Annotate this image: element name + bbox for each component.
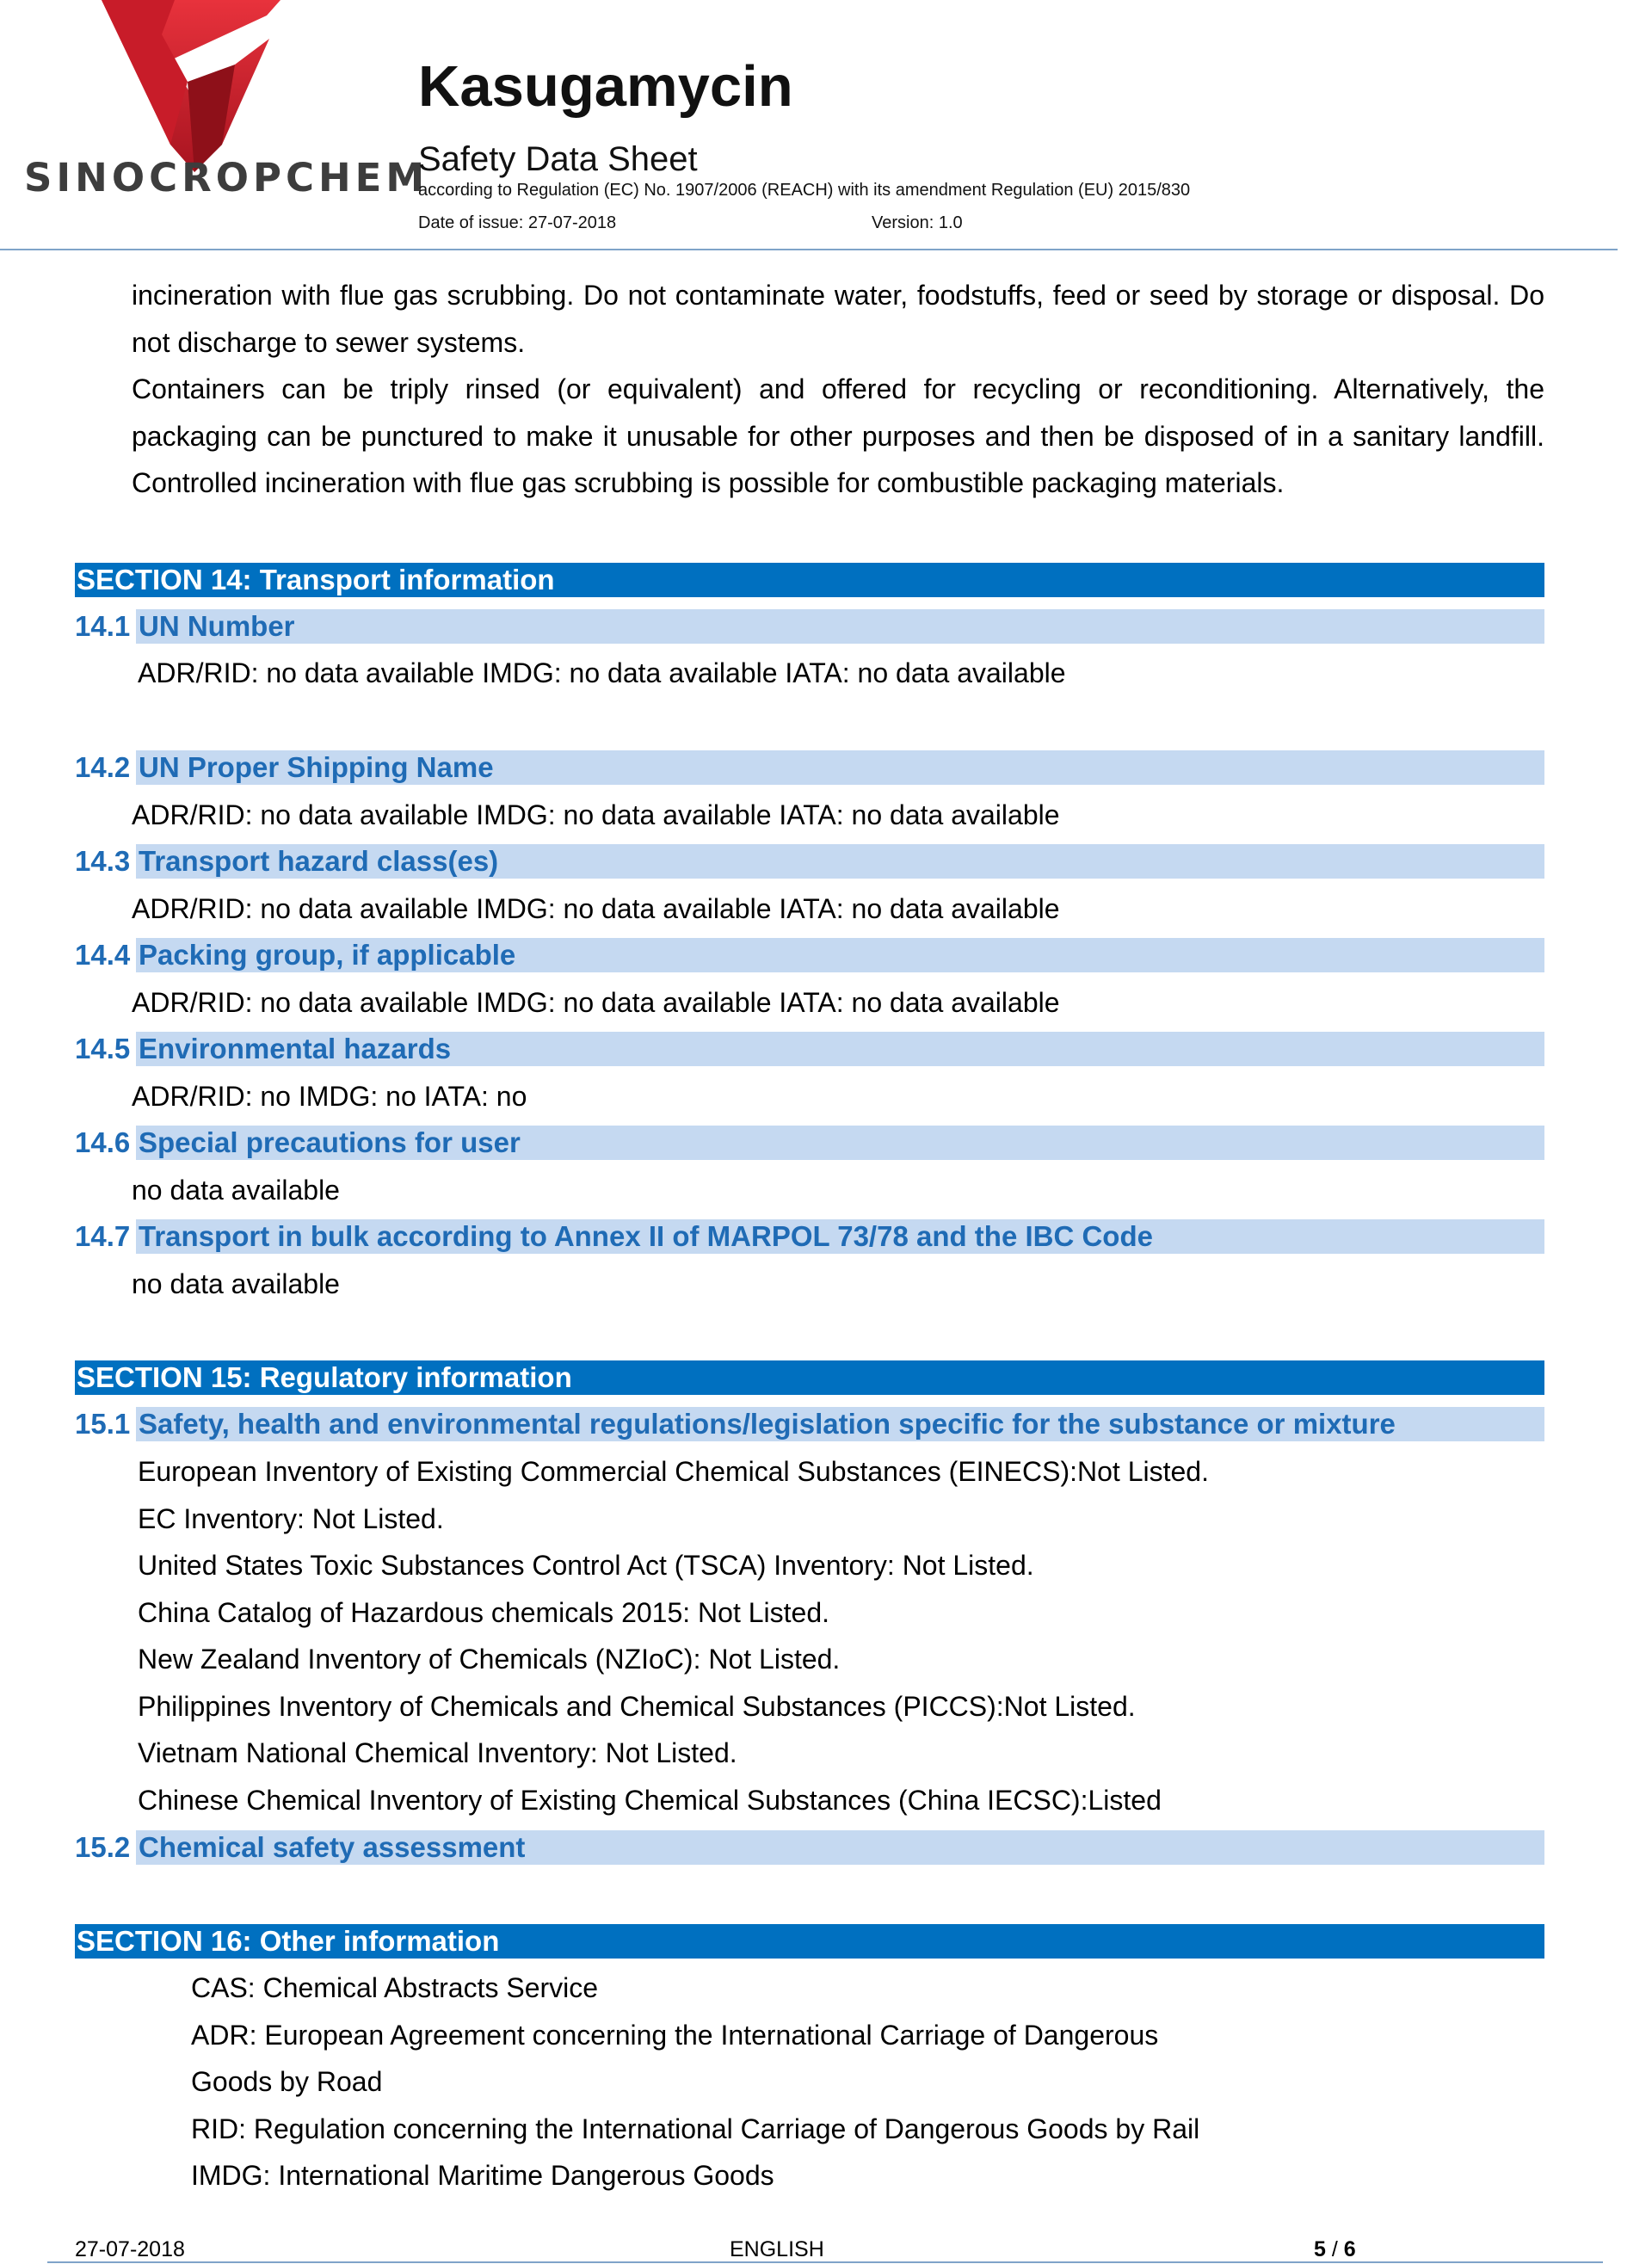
total-pages: 6 [1343,2237,1356,2261]
page-separator: / [1331,2237,1338,2261]
disposal-paragraph-1: incineration with flue gas scrubbing. Do not contaminate water, foodstuffs, feed or seed by storage or disposal. Do not discharge to sewer systems. [132,280,1544,358]
section-14-heading: SECTION 14: Transport information [75,563,1544,597]
subsection-14-1-title: UN Number [136,609,1544,644]
regulatory-line: New Zealand Inventory of Chemicals (NZIoC): Not Listed. [138,1644,841,1675]
subsection-15-1-title: Safety, health and environmental regulations/legislation specific for the substance or mixture [136,1407,1544,1441]
subsection-14-7-title: Transport in bulk according to Annex II of MARPOL 73/78 and the IBC Code [136,1219,1544,1254]
subsection-14-5-text: ADR/RID: no IMDG: no IATA: no [132,1081,527,1112]
section-16-heading: SECTION 16: Other information [75,1924,1544,1959]
regulatory-line: United States Toxic Substances Control Act (TSCA) Inventory: Not Listed. [138,1550,1034,1581]
disposal-text [132,272,1544,507]
abbreviation-line: RID: Regulation concerning the International Carriage of Dangerous Goods by Rail [191,2113,1200,2144]
subsection-14-2-title: UN Proper Shipping Name [136,750,1544,785]
subsection-14-6-text: no data available [132,1175,340,1206]
subsection-14-6-number: 14.6 [75,1126,131,1158]
regulatory-line: European Inventory of Existing Commercial Chemical Substances (EINECS):Not Listed. [138,1456,1209,1487]
abbreviation-line: Goods by Road [191,2066,383,2097]
regulatory-line: EC Inventory: Not Listed. [138,1503,444,1534]
version: Version: 1.0 [872,213,963,232]
subsection-14-4-text: ADR/RID: no data available IMDG: no data available IATA: no data available [132,987,1060,1018]
subsection-14-4-title: Packing group, if applicable [136,938,1544,972]
subsection-14-1-text: ADR/RID: no data available IMDG: no data available IATA: no data available [138,657,1066,688]
regulatory-line: Chinese Chemical Inventory of Existing Chemical Substances (China IECSC):Listed [138,1785,1162,1816]
footer-language: ENGLISH [730,2237,824,2261]
subsection-14-3-title: Transport hazard class(es) [136,844,1544,879]
subsection-15-2-number: 15.2 [75,1831,131,1863]
current-page: 5 [1314,2237,1326,2261]
subsection-14-4-number: 14.4 [75,939,131,971]
subsection-14-6-title: Special precautions for user [136,1126,1544,1160]
subsection-14-7-number: 14.7 [75,1220,131,1252]
document-subtitle: Safety Data Sheet [418,140,698,178]
regulation-note: according to Regulation (EC) No. 1907/2006 (REACH) with its amendment Regulation (EU) 2015/830 [418,181,1191,200]
subsection-14-5-number: 14.5 [75,1033,131,1064]
subsection-14-5-title: Environmental hazards [136,1032,1544,1066]
footer-divider [47,2261,1603,2263]
abbreviation-line: ADR: European Agreement concerning the International Carriage of Dangerous [191,2020,1159,2051]
subsection-15-2-title: Chemical safety assessment [136,1830,1544,1865]
regulatory-line: China Catalog of Hazardous chemicals 2015: Not Listed. [138,1597,829,1628]
subsection-14-2-text: ADR/RID: no data available IMDG: no data available IATA: no data available [132,799,1060,830]
footer-page-number [1314,2237,1356,2262]
logo-wordmark: SINOCROPCHEM [24,155,429,200]
regulatory-line: Philippines Inventory of Chemicals and Chemical Substances (PICCS):Not Listed. [138,1691,1136,1722]
abbreviation-line: IMDG: International Maritime Dangerous Goods [191,2160,774,2191]
subsection-14-1-number: 14.1 [75,610,131,642]
disposal-paragraph-2: Containers can be triply rinsed (or equivalent) and offered for recycling or reconditioning. Alternatively, the packaging can be punctured to make it unusable for other purposes and then be disposed of in a sanitary landfill. Controlled incineration with flue gas scrubbing is possible for combustible packaging materials. [132,373,1544,498]
subsection-14-3-number: 14.3 [75,845,131,877]
abbreviation-line: CAS: Chemical Abstracts Service [191,1972,599,2003]
document-title: Kasugamycin [418,54,793,119]
subsection-15-1-number: 15.1 [75,1408,131,1440]
issue-date: Date of issue: 27-07-2018 [418,213,617,232]
regulatory-line: Vietnam National Chemical Inventory: Not Listed. [138,1737,737,1768]
subsection-14-2-number: 14.2 [75,751,131,783]
subsection-14-7-text: no data available [132,1268,340,1299]
section-15-heading: SECTION 15: Regulatory information [75,1360,1544,1395]
header-divider [0,249,1618,250]
subsection-14-3-text: ADR/RID: no data available IMDG: no data available IATA: no data available [132,893,1060,924]
footer-date: 27-07-2018 [75,2237,185,2261]
